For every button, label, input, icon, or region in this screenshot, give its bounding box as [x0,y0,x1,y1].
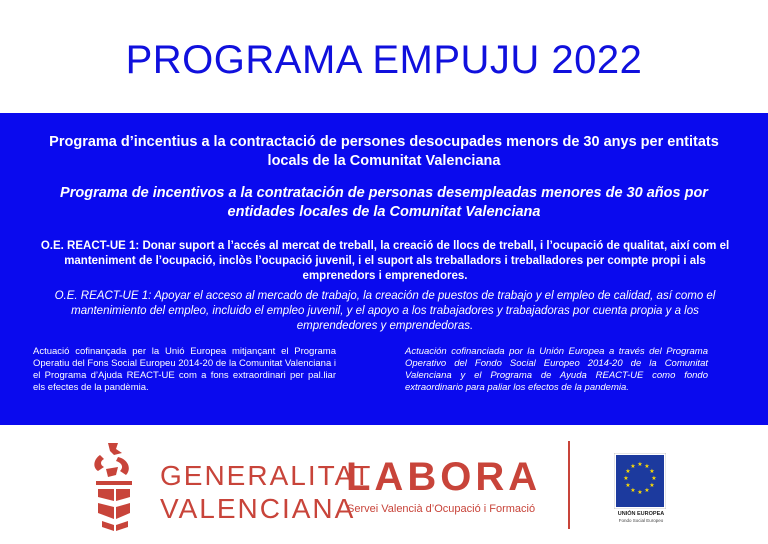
labora-wordmark: LABORA [346,455,542,499]
svg-text:★: ★ [637,461,643,468]
generalitat-line2: VALENCIANA [160,493,356,524]
objective-ca: O.E. REACT-UE 1: Donar suport a l’accés al mercat de treball, la creació de llocs de treball, i l’ocupació de qualitat, així com el manteniment de l’ocupació, inclòs l’ocupació juvenil, i el suport als treballadors i treballadores per compte propi i als emprenedors i emprenedores. [40,240,730,282]
svg-text:★: ★ [623,475,629,482]
info-panel [0,113,768,425]
svg-text:★: ★ [630,463,636,470]
page-title: PROGRAMA EMPUJU 2022 [125,38,643,82]
svg-text:★: ★ [651,475,657,482]
svg-text:★: ★ [637,489,643,496]
svg-text:★: ★ [644,487,650,494]
program-heading-ca: Programa d’incentius a la contractació de persones desocupades menors de 30 anys per entitats locals de la Comunitat Valenciana [49,134,719,169]
generalitat-emblem-icon [88,441,140,533]
labora-subtitle: Servei Valencià d’Ocupació i Formació [347,503,536,515]
logo-divider [568,441,570,529]
svg-text:★: ★ [644,463,650,470]
svg-text:★: ★ [630,487,636,494]
svg-text:★: ★ [625,468,631,475]
cofinancing-note-es: Actuación cofinanciada por la Unión Europea a través del Programa Operativo del Fondo Social Europeo 2014-20 de la Comunitat Valenciana y el Programa de Ayuda REACT-UE como fondo extraordinario para paliar los efectos de la pandemia. [405,346,708,393]
eu-label: UNIÓN EUROPEA [617,511,665,517]
program-heading-es: Programa de incentivos a la contratación de personas desempleadas menores de 30 años por entidades locales de la Comunitat Valenciana [60,185,708,220]
svg-text:★: ★ [625,482,631,489]
eu-flag-icon [614,453,666,509]
svg-text:★: ★ [649,468,655,475]
eu-subtitle: Fondo Social Europeo [618,518,664,523]
generalitat-wordmark [160,459,372,525]
objective-es: O.E. REACT-UE 1: Apoyar el acceso al mercado de trabajo, la creación de puestos de trabajo y el empleo de calidad, así como el mantenimiento del empleo, incluido el empleo juvenil, y el apoyo a los trabajadores y trabajadoras por cuenta propia y a los emprendedores y emprendedoras. [54,290,716,332]
generalitat-line1: GENERALITAT [160,460,373,491]
svg-text:★: ★ [649,482,655,489]
cofinancing-note-ca: Actuació cofinançada per la Unió Europea mitjançant el Programa Operatiu del Fons Social Europeu 2014-20 de la Comunitat Valenciana i el Programa d’Ajuda REACT-UE com a fons extraordinari per pal.liar els efectes de la pandèmia. [33,346,336,393]
logo-bar [0,425,768,544]
